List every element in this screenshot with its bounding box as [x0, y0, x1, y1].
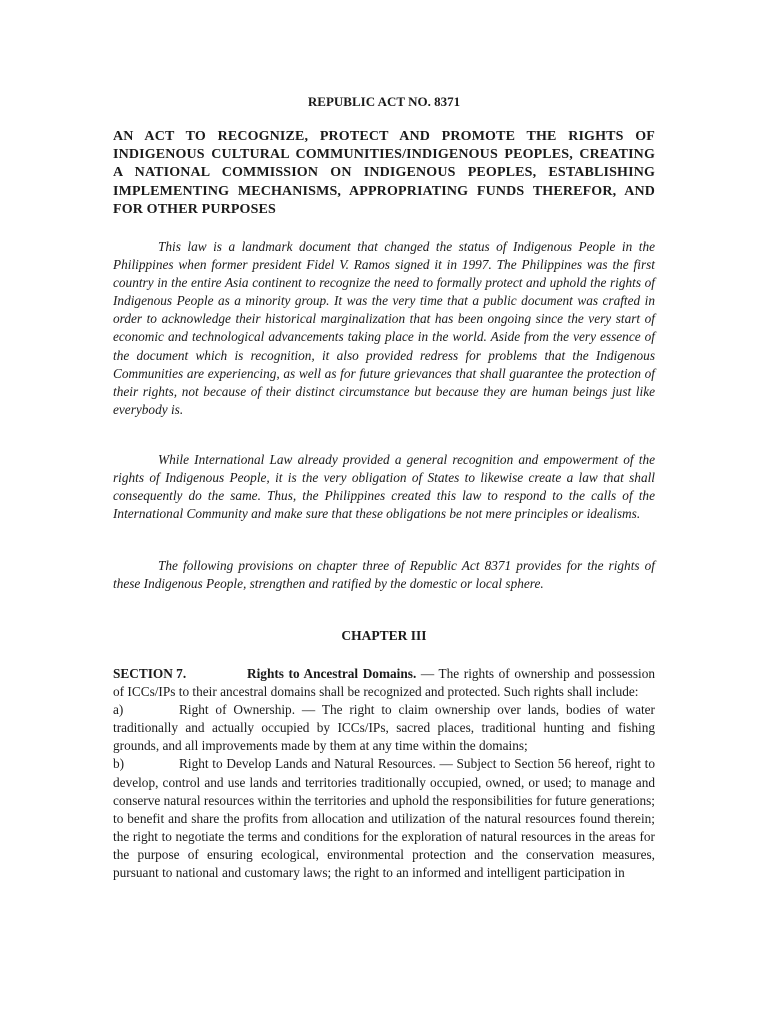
section-7-body: [113, 665, 655, 882]
section-item-b: [113, 755, 655, 882]
act-number-title: REPUBLIC ACT NO. 8371: [307, 94, 461, 109]
section-title: Rights to Ancestral Domains.: [247, 666, 417, 681]
section-item-a: [113, 701, 655, 755]
item-label-b: b): [113, 756, 125, 772]
chapter-heading: CHAPTER III: [341, 628, 427, 643]
intro-paragraph-1: This law is a landmark document that changed the status of Indigenous People in the Philippines when former president Fidel V. Ramos signed it in 1997. The Philippines was the first country in the entire Asia continent to recognize the need to formally protect and uphold the rights of Indigenous People as a minority group. It was the very time that a public document was crafted in order to acknowledge their historical marginalization that has been ongoing since the very start of economic and technological advancements taking place in the world. Aside from the very essence of the document which is recognition, it also provided redress for problems that the Indigenous Communities are experiencing, as well as for future grievances that shall guarantee the protection of their rights, not because of their distinct circumstance but because they are human beings just like everybody is.: [113, 239, 655, 417]
item-text-b: Right to Develop Lands and Natural Resources. — Subject to Section 56 hereof, right to develop, control and use lands and territories traditionally occupied, owned, or used; to manage and conserve natural resources within the territories and uphold the responsibilities for future generations; to benefit and share the profits from allocation and utilization of the natural resources found therein; the right to negotiate the terms and conditions for the exploration of natural resources in the areas for the purpose of ensuring ecological, environmental protection and the conservation measures, pursuant to national and customary laws; the right to an informed and intelligent participation in: [113, 756, 655, 881]
intro-paragraph-2: While International Law already provided a general recognition and empowerment of the rights of Indigenous People, it is the very obligation of States to likewise create a law that shall consequently do the same. Thus, the Philippines created this law to respond to the calls of the International Community and make sure that these obligations be not mere principles or idealisms.: [113, 452, 655, 522]
item-label-a: a): [113, 702, 124, 718]
section-intro-text: — The rights of ownership and possession of ICCs/IPs to their ancestral domains shall be recognized and protected. Such rights shall include:: [113, 666, 655, 700]
section-number: SECTION 7.: [113, 666, 187, 681]
section-7-intro: [113, 665, 655, 701]
intro-paragraph-3: The following provisions on chapter three of Republic Act 8371 provides for the rights of these Indigenous People, strengthen and ratified by the domestic or local sphere.: [113, 558, 655, 592]
act-long-title: AN ACT TO RECOGNIZE, PROTECT AND PROMOTE THE RIGHTS OF INDIGENOUS CULTURAL COMMUNITIES/INDIGENOUS PEOPLES, CREATING A NATIONAL COMMISSION ON INDIGENOUS PEOPLES, ESTABLISHING IMPLEMENTING MECHANISMS, APPROPRIATING FUNDS THEREFOR, AND FOR OTHER PURPOSES: [113, 129, 655, 217]
item-text-a: Right of Ownership. — The right to claim ownership over lands, bodies of water traditionally and actually occupied by ICCs/IPs, sacred places, traditional hunting and fishing grounds, and all improvements made by them at any time within the domains;: [113, 702, 655, 754]
